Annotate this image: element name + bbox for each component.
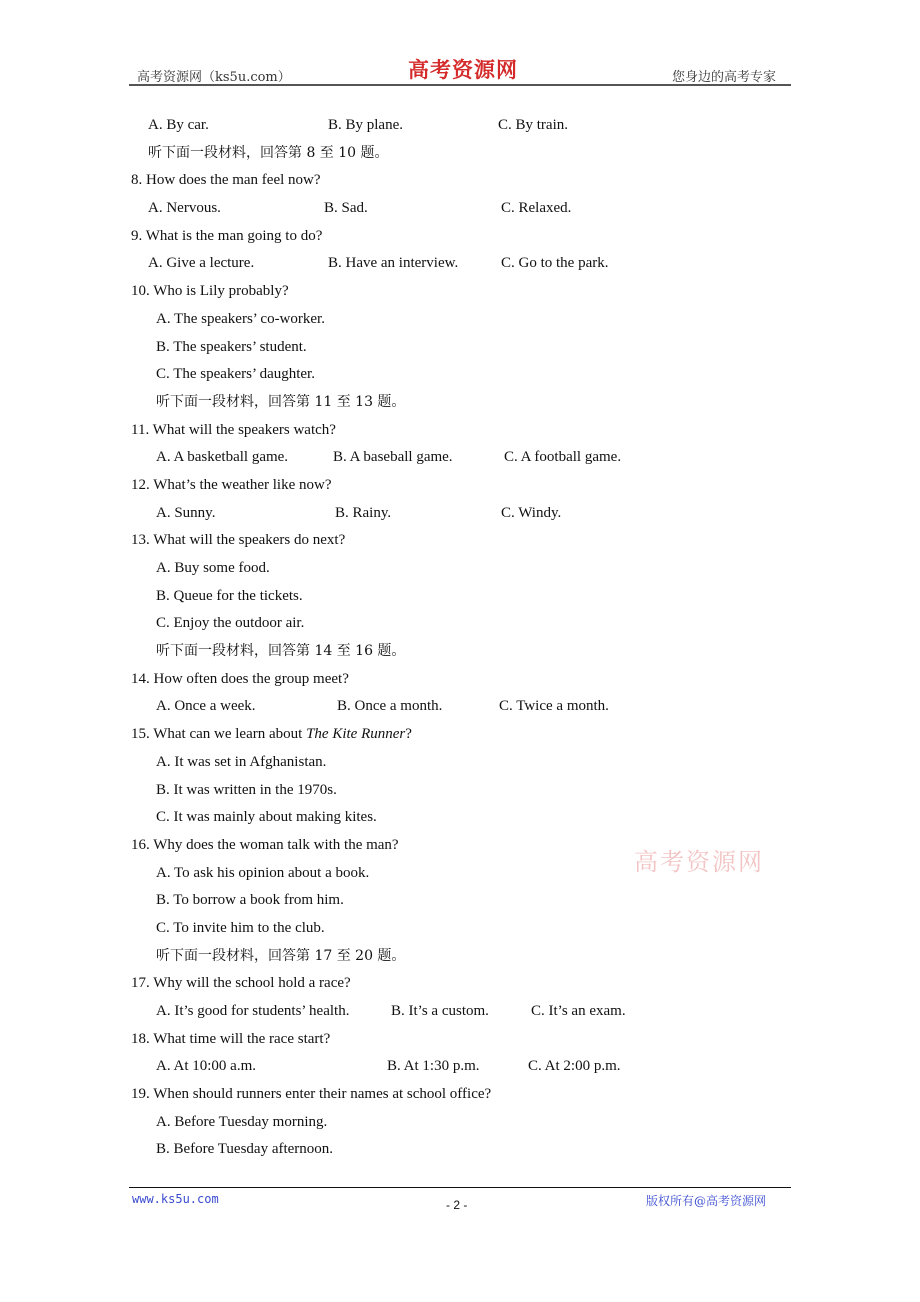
line-text: 10. Who is Lily probably? xyxy=(131,283,289,300)
footer-copyright: 版权所有@高考资源网 xyxy=(646,1194,767,1208)
question xyxy=(131,223,322,251)
answer-option: C. Go to the park. xyxy=(501,255,609,272)
line-text: C. Enjoy the outdoor air. xyxy=(156,615,305,632)
answer-option: A. Give a lecture. xyxy=(148,255,255,272)
line-text: 听下面一段材料，回答第 14 至 16 题。 xyxy=(156,643,406,660)
answer-option: B. Sad. xyxy=(324,200,368,217)
header-left: 高考资源网（ks5u.com） xyxy=(137,70,291,85)
answer-option xyxy=(156,555,270,583)
question xyxy=(131,1026,330,1054)
line-text: 18. What time will the race start? xyxy=(131,1030,331,1047)
document-line xyxy=(0,970,920,998)
line-text: ? xyxy=(405,726,412,743)
document-line xyxy=(0,583,920,611)
answer-option: C. It’s an exam. xyxy=(531,1003,626,1019)
document-line xyxy=(0,527,920,555)
line-text: 听下面一段材料，回答第 8 至 10 题。 xyxy=(148,144,389,161)
document-line xyxy=(0,721,920,749)
answer-option xyxy=(156,334,307,362)
line-text: A. Before Tuesday morning. xyxy=(156,1113,328,1130)
document-line xyxy=(0,361,920,389)
answer-option: C. A football game. xyxy=(504,449,622,466)
header-logo: 高考资源网 xyxy=(408,57,518,82)
document-line xyxy=(0,278,920,306)
answer-option xyxy=(156,804,377,832)
line-text: 16. Why does the woman talk with the man? xyxy=(131,836,399,853)
question xyxy=(131,278,289,306)
answer-option xyxy=(156,887,344,915)
answer-option: C. Relaxed. xyxy=(501,200,572,217)
answer-option: A. It’s good for students’ health. xyxy=(156,1003,350,1019)
answer-option: C. Windy. xyxy=(501,504,562,521)
document-line xyxy=(0,804,920,832)
header-right: 您身边的高考专家 xyxy=(672,70,777,85)
footer-rule xyxy=(129,1187,791,1188)
document-line xyxy=(0,915,920,943)
line-text: 15. What can we learn about xyxy=(131,726,307,743)
answer-option: A. At 10:00 a.m. xyxy=(156,1058,256,1075)
question xyxy=(131,1081,491,1109)
answer-option: A. Once a week. xyxy=(156,698,256,715)
answer-option: B. It’s a custom. xyxy=(391,1003,489,1019)
document-line xyxy=(0,832,920,860)
document-line xyxy=(0,334,920,362)
answer-option xyxy=(156,610,304,638)
question xyxy=(131,721,412,749)
answer-option: B. Once a month. xyxy=(337,698,443,715)
book-title: The Kite Runner xyxy=(306,726,406,743)
question xyxy=(131,527,345,555)
document-line xyxy=(0,1109,920,1137)
document-line xyxy=(0,555,920,583)
answer-option xyxy=(156,860,369,888)
line-text: B. Before Tuesday afternoon. xyxy=(156,1141,334,1158)
question xyxy=(131,666,349,694)
answer-option xyxy=(156,583,303,611)
page-number: - 2 - xyxy=(446,1198,468,1212)
answer-option xyxy=(156,1109,327,1137)
section-instruction xyxy=(156,943,405,971)
line-text: A. Buy some food. xyxy=(156,560,270,576)
answer-option: B. Rainy. xyxy=(335,504,392,521)
answer-option: A. Nervous. xyxy=(148,200,221,217)
document-line xyxy=(0,223,920,251)
section-instruction xyxy=(156,638,405,666)
line-text: C. The speakers’ daughter. xyxy=(156,366,315,383)
line-text: 13. What will the speakers do next? xyxy=(131,532,346,549)
question xyxy=(131,417,336,445)
document-line xyxy=(0,167,920,195)
document-line xyxy=(0,1136,920,1164)
line-text: A. It was set in Afghanistan. xyxy=(156,753,327,770)
document-line xyxy=(0,444,920,472)
question xyxy=(131,832,399,860)
document-line xyxy=(0,140,920,168)
document-line xyxy=(0,389,920,417)
answer-option xyxy=(156,1136,333,1164)
section-instruction xyxy=(148,140,389,168)
line-text: B. The speakers’ student. xyxy=(156,338,307,355)
line-text: B. It was written in the 1970s. xyxy=(156,781,337,798)
answer-option xyxy=(156,361,315,389)
document-line xyxy=(0,860,920,888)
question xyxy=(131,472,332,500)
answer-option xyxy=(156,915,325,943)
line-text: C. It was mainly about making kites. xyxy=(156,809,377,826)
document-line xyxy=(0,777,920,805)
line-text: A. To ask his opinion about a book. xyxy=(156,864,370,881)
document-line xyxy=(0,943,920,971)
document-line xyxy=(0,112,920,140)
line-text: C. To invite him to the club. xyxy=(156,919,325,936)
footer-link[interactable]: www.ks5u.com xyxy=(132,1192,219,1206)
document-line xyxy=(0,749,920,777)
answer-option: A. Sunny. xyxy=(156,504,216,521)
document-line xyxy=(0,195,920,223)
answer-option xyxy=(156,306,325,334)
line-text: A. The speakers’ co-worker. xyxy=(156,310,325,327)
document-line xyxy=(0,998,920,1026)
answer-option xyxy=(156,749,326,777)
line-text: B. To borrow a book from him. xyxy=(156,892,344,909)
line-text: 11. What will the speakers watch? xyxy=(131,421,336,438)
document-line xyxy=(0,638,920,666)
document-line xyxy=(0,887,920,915)
line-text: 17. Why will the school hold a race? xyxy=(131,975,351,992)
answer-option: B. At 1:30 p.m. xyxy=(387,1058,480,1075)
document-line xyxy=(0,666,920,694)
answer-option: C. By train. xyxy=(498,117,568,133)
header-rule xyxy=(129,84,791,86)
document-line xyxy=(0,693,920,721)
watermark: 高考资源网 xyxy=(634,848,764,876)
section-instruction xyxy=(156,389,405,417)
answer-option: C. At 2:00 p.m. xyxy=(528,1058,621,1075)
document-line xyxy=(0,1026,920,1054)
line-text: 听下面一段材料，回答第 17 至 20 题。 xyxy=(156,947,406,964)
document-line xyxy=(0,500,920,528)
answer-option: A. A basketball game. xyxy=(156,449,289,466)
answer-option: B. A baseball game. xyxy=(333,449,453,466)
document-line xyxy=(0,1081,920,1109)
line-text: 12. What’s the weather like now? xyxy=(131,476,332,493)
answer-option: C. Twice a month. xyxy=(499,698,609,715)
answer-option: B. By plane. xyxy=(328,117,403,133)
question xyxy=(131,970,351,998)
answer-option: B. Have an interview. xyxy=(328,255,459,272)
document-body xyxy=(0,112,920,1164)
line-text: 8. How does the man feel now? xyxy=(131,172,321,189)
document-line xyxy=(0,306,920,334)
line-text: B. Queue for the tickets. xyxy=(156,587,303,604)
document-line xyxy=(0,472,920,500)
line-text: 14. How often does the group meet? xyxy=(131,670,349,687)
answer-option xyxy=(156,777,337,805)
document-line xyxy=(0,417,920,445)
line-text: 听下面一段材料，回答第 11 至 13 题。 xyxy=(156,393,406,410)
document-line xyxy=(0,1053,920,1081)
line-text: 9. What is the man going to do? xyxy=(131,227,323,244)
answer-option: A. By car. xyxy=(148,117,209,133)
document-line xyxy=(0,250,920,278)
document-line xyxy=(0,610,920,638)
line-text: 19. When should runners enter their names at school office? xyxy=(131,1086,492,1103)
question xyxy=(131,167,321,195)
